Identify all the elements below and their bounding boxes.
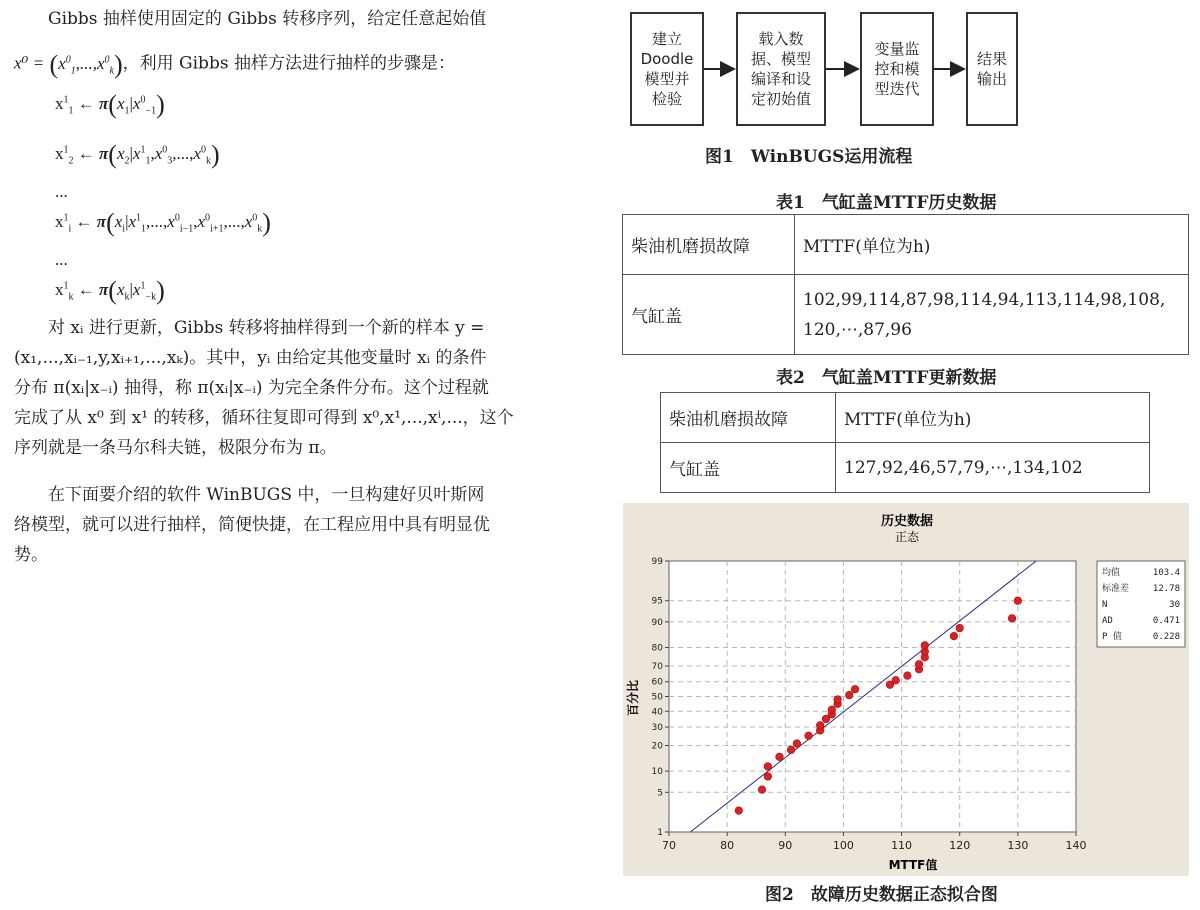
y-tick-label: 30: [651, 723, 663, 734]
data-point: [956, 624, 964, 632]
stat-value: 103.4: [1152, 568, 1180, 578]
stat-label: AD: [1102, 616, 1113, 626]
chart-title: 历史数据: [880, 514, 934, 529]
y-axis-label: 百分比: [626, 679, 640, 717]
cell-line: 102,99,114,87,98,114,94,113,114,98,108,: [803, 289, 1166, 310]
table-1: [622, 214, 1189, 355]
data-point: [915, 660, 923, 668]
data-point: [787, 746, 795, 754]
text-line: Gibbs 抽样使用固定的 Gibbs 转移序列，给定任意起始值: [48, 9, 487, 29]
equation-4: $x^1_k$ ← $\pi(x_k|x^1_{-k})$: [55, 276, 165, 305]
data-point: [1008, 615, 1016, 623]
text-line: 在下面要介绍的软件 WinBUGS 中，一旦构建好贝叶斯网: [48, 485, 485, 505]
table-row: [661, 443, 1150, 493]
data-point: [904, 672, 912, 680]
data-point: [834, 696, 842, 704]
data-point: [845, 691, 853, 699]
stat-value: 12.78: [1152, 584, 1180, 594]
equation-dots: ...: [55, 182, 68, 201]
table-cell: 气缸盖: [623, 275, 795, 355]
y-tick-label: 20: [651, 741, 663, 752]
table-1-title: 表1 气缸盖MTTF历史数据: [776, 193, 997, 213]
data-point: [816, 722, 824, 730]
data-point: [828, 706, 836, 714]
x-tick-label: 100: [832, 839, 854, 852]
y-tick-label: 60: [651, 677, 663, 688]
y-tick-label: 99: [651, 557, 663, 567]
data-point: [950, 632, 958, 640]
flow-arrows: [600, 0, 1050, 140]
x-tick-label: 110: [891, 839, 913, 852]
stat-label: P 值: [1102, 632, 1122, 642]
paragraph-3: [14, 480, 584, 570]
equation-3: $x^1_i$ ← $\pi(x_i|x^1_1,...,x^0_{i-1},x^0_{i+1},...,x^0_k)$: [55, 208, 271, 237]
table-cell: [795, 275, 1189, 355]
data-point: [892, 676, 900, 684]
table-header-cell: 柴油机磨损故障: [623, 215, 795, 275]
y-tick-label: 80: [651, 643, 663, 654]
paragraph-2: [14, 313, 584, 463]
stat-label: 标准差: [1102, 584, 1130, 594]
y-tick-label: 40: [651, 707, 663, 718]
table-row: [623, 275, 1189, 355]
equation-2: $x^1_2$ ← $\pi(x_2|x^1_1,x^0_3,...,x^0_k)$: [55, 140, 220, 169]
flow-box-4: 结果 输出: [966, 12, 1018, 126]
x-tick-label: 80: [720, 839, 735, 852]
equation-dots: ...: [55, 250, 68, 269]
data-point: [758, 786, 766, 794]
chart-subtitle: 正态: [894, 530, 920, 544]
flow-box-1: 建立 Doodle 模型并 检验: [630, 12, 704, 126]
text-line: 序列就是一条马尔科夫链，极限分布为 π。: [14, 438, 337, 458]
y-tick-label: 50: [651, 692, 663, 703]
x-tick-label: 140: [1065, 839, 1087, 852]
table-row: [661, 393, 1150, 443]
x-tick-label: 90: [778, 839, 793, 852]
flow-box-3: 变量监 控和模 型迭代: [860, 12, 934, 126]
text-line: 络模型，就可以进行抽样，简便快捷，在工程应用中具有明显优: [14, 515, 490, 535]
table-header-cell: 柴油机磨损故障: [661, 393, 836, 443]
stat-value: 30: [1169, 600, 1180, 610]
data-point: [776, 753, 784, 761]
y-tick-label: 95: [651, 596, 663, 607]
table-cell: 127,92,46,57,79,⋯,134,102: [836, 443, 1150, 493]
table-header-cell: MTTF(单位为h): [795, 215, 1189, 275]
data-point: [764, 773, 772, 781]
y-tick-label: 1: [657, 828, 663, 838]
table-2: [660, 392, 1150, 493]
figure-1-caption: 图1 WinBUGS运用流程: [705, 147, 913, 167]
data-point: [1014, 597, 1022, 605]
stat-value: 0.471: [1152, 616, 1180, 626]
table-2-title: 表2 气缸盖MTTF更新数据: [776, 368, 997, 388]
stat-label: 均值: [1102, 568, 1121, 578]
formula-x0: x⁰ =: [14, 53, 45, 73]
formula-line: [14, 40, 455, 80]
table-header-cell: MTTF(单位为h): [836, 393, 1150, 443]
stat-value: 0.228: [1152, 632, 1180, 642]
x-tick-label: 70: [662, 839, 676, 852]
text-line: 势。: [14, 545, 48, 565]
figure-2-caption: 图2 故障历史数据正态拟合图: [765, 885, 998, 905]
x-axis-label: MTTF值: [888, 858, 938, 872]
stat-label: N: [1102, 600, 1108, 610]
paragraph-1: [14, 4, 584, 34]
text-line: 完成了从 x⁰ 到 x¹ 的转移，循环往复即可得到 x⁰,x¹,...,xⁱ,...，这个: [14, 408, 514, 428]
chart-svg: [623, 503, 1189, 876]
flow-box-2: 载入数 据、模型 编译和设 定初始值: [736, 12, 826, 126]
data-point: [764, 763, 772, 771]
x-tick-label: 130: [1007, 839, 1029, 852]
table-row: [623, 215, 1189, 275]
stats-box: [1097, 561, 1185, 647]
probability-plot: [623, 503, 1189, 876]
equation-1: $x^1_1$ ← $\pi(x_1|x^0_{-1})$: [55, 90, 165, 119]
text-line: ，利用 Gibbs 抽样方法进行抽样的步骤是：: [122, 53, 455, 74]
y-tick-label: 5: [657, 788, 663, 799]
text-line: (x₁,...,xᵢ₋₁,y,xᵢ₊₁,...,xₖ)。其中，yᵢ 由给定其他变量时 xᵢ 的条件: [14, 348, 487, 368]
table-cell: 气缸盖: [661, 443, 836, 493]
y-tick-label: 70: [651, 661, 663, 672]
data-point: [851, 685, 859, 693]
formula-x0-vector: $(x^0_1,...,x^0_k)$: [49, 49, 123, 79]
text-line: 分布 π(xᵢ|x₋ᵢ) 抽得，称 π(xᵢ|x₋ᵢ) 为完全条件分布。这个过程就: [14, 378, 489, 398]
data-point: [793, 740, 801, 748]
data-point: [735, 807, 743, 815]
data-point: [921, 642, 929, 650]
y-tick-label: 90: [651, 617, 663, 628]
cell-line: 120,⋯,87,96: [803, 319, 912, 340]
text-line: 对 xᵢ 进行更新，Gibbs 转移将抽样得到一个新的样本 y =: [48, 318, 485, 338]
data-point: [805, 732, 813, 740]
y-tick-label: 10: [651, 767, 663, 778]
x-tick-label: 120: [949, 839, 971, 852]
